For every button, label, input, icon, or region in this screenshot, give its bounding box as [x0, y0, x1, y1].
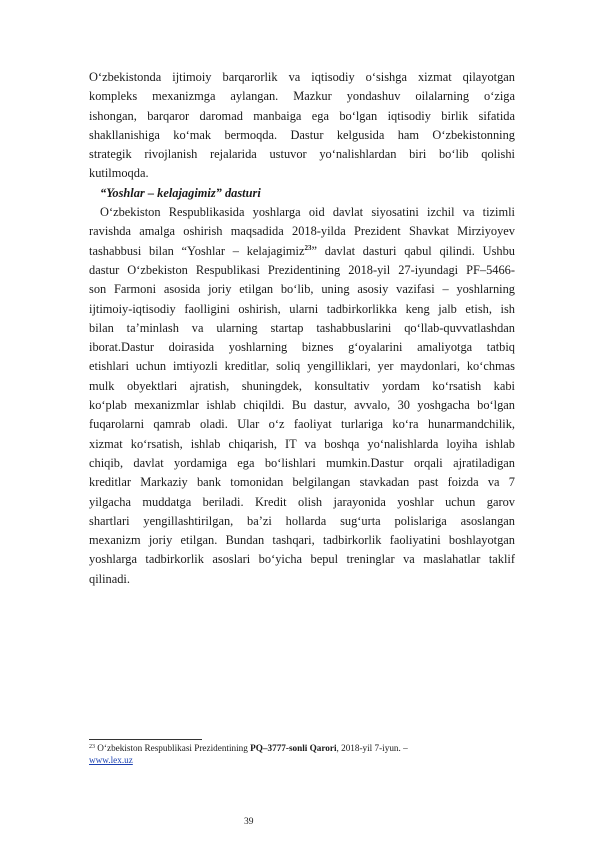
text-line: fuqarolarni qamrab oladi. Ular o‘z faoliyat turlariga ko‘ra hunarmandchilik,	[89, 417, 515, 432]
text-line: etishlari uchun imtiyozli kreditlar, soliq yengilliklari, yer maydonlari, ko‘chmas	[89, 359, 515, 374]
section-heading: “Yoshlar – kelajagimiz” dasturi	[100, 185, 261, 200]
paragraph-2	[89, 203, 515, 589]
footnote-link[interactable]: www.lex.uz	[89, 754, 133, 765]
text-line: yoshlarga tadbirkorlik asoslari bo‘yicha bepul treninglar va maslahatlar taklif	[89, 552, 515, 567]
text-line: mexanizm joriy etilgan. Bundan tashqari, tadbirkorlik faoliyatini boshlayotgan	[89, 533, 515, 548]
text-line: ko‘plab mexanizmlar ishlab chiqildi. Bu dastur, avvalo, 30 yoshgacha bo‘lgan	[89, 398, 515, 413]
text-line: ravishda amalga oshirish maqsadida 2018-yilda Prezident Shavkat Mirziyoyev	[89, 224, 515, 239]
text-line: bilan ta’minlash va ularning startap tashabbuslarini qo‘llab-quvvatlashdan	[89, 320, 515, 335]
text-segment: tashabbusi bilan “Yoshlar – kelajagimiz	[89, 243, 305, 258]
text-segment: ” davlat dasturi qabul qilindi. Ushbu	[311, 243, 515, 258]
text-line: iborat.Dastur doirasida yoshlarning biznes g‘oyalarini amaliyotga tatbiq	[89, 340, 515, 355]
text-line: shakllanishiga ko‘mak bermoqda. Dastur kelgusida ham O‘zbekistonning	[89, 127, 515, 142]
text-line: kutilmoqda.	[89, 166, 149, 181]
text-line: yilgacha muddatga beriladi. Kredit olish jarayonida yoshlar uchun garov	[89, 494, 515, 509]
text-line: kompleks mexanizmga aylangan. Mazkur yondashuv oilalarning o‘ziga	[89, 89, 515, 104]
text-line: son Farmoni asosida joriy etilgan bo‘lib, uning asosiy vazifasi – yoshlarning	[89, 282, 515, 297]
footnote-reference[interactable]: 23	[304, 243, 312, 252]
text-line: strategik rivojlanish rejalarida ustuvor yo‘nalishlardan biri bo‘lib qolishi	[89, 147, 515, 162]
text-line: O‘zbekistonda ijtimoiy barqarorlik va iqtisodiy o‘sishga xizmat qilayotgan	[89, 70, 515, 84]
footnote-date: , 2018-yil 7-iyun. –	[336, 743, 408, 753]
page-number: 39	[244, 817, 254, 827]
text-line: kreditlar Markaziy bank tomonidan belgilangan stavkadan past foizda va 7	[89, 475, 515, 490]
text-line: chiqib, davlat yordamiga ega bo‘lishlari mumkin.Dastur orqali ajratiladigan	[89, 455, 515, 470]
text-line: qilinadi.	[89, 571, 130, 586]
footnote-number: 23	[89, 744, 95, 750]
text-line-with-footnote	[89, 242, 515, 261]
main-text	[89, 68, 515, 589]
text-line: mulk obyektlari ajratish, shuningdek, konsultativ yordam ko‘rsatish kabi	[89, 378, 515, 393]
text-line: dastur O‘zbekiston Respublikasi Prezidentining 2018-yil 27-iyundagi PF–5466-	[89, 262, 515, 277]
footnote-divider	[89, 739, 202, 740]
text-line: xizmat ko‘rsatish, ishlab chiqarish, IT va boshqa yo‘nalishlarda loyiha ishlab	[89, 436, 515, 451]
text-line: shartlari yengillashtirilgan, ba’zi hollarda sug‘urta polislariga asoslangan	[89, 513, 515, 528]
paragraph-1	[89, 68, 515, 184]
footnote-text: O‘zbekiston Respublikasi Prezidentining	[95, 743, 251, 753]
text-line: ijtimoiy-iqtisodiy faolligini oshirish, ularni tadbirkorlikka keng jalb etish, ish	[89, 301, 515, 316]
footnote	[89, 742, 519, 766]
footnote-decree-title: PQ–3777-sonli Qarori	[250, 743, 337, 753]
text-line: O‘zbekiston Respublikasida yoshlarga oid davlat siyosatini izchil va tizimli	[100, 205, 515, 220]
text-line: ishongan, barqaror daromad manbaiga ega bo‘lgan iqtisodiy birlik sifatida	[89, 108, 515, 123]
